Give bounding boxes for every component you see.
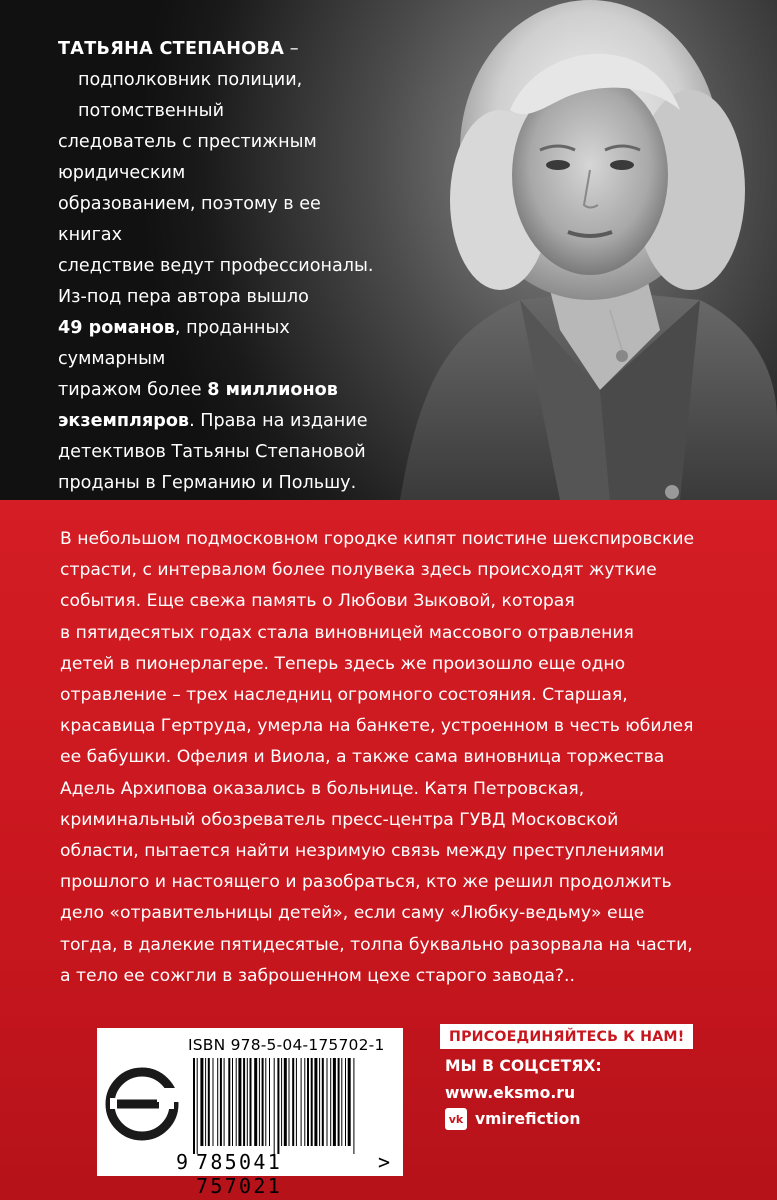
barcode-bar: [311, 1058, 313, 1146]
barcode-bar: [213, 1058, 214, 1146]
barcode-bar: [269, 1058, 270, 1146]
barcode-bar: [353, 1058, 354, 1154]
blurb-line: в пятидесятых годах стала виновницей массового отравления: [60, 622, 634, 643]
bio-line: проданы в Германию и Польшу.: [58, 473, 357, 493]
author-bio: [58, 34, 388, 500]
barcode-bar: [217, 1058, 218, 1146]
barcode-bar: [314, 1058, 317, 1146]
barcode-bar: [247, 1058, 248, 1146]
barcode-bar: [304, 1058, 305, 1146]
barcode-bar: [322, 1058, 324, 1146]
barcode-first-digit: 9: [176, 1150, 191, 1174]
bio-line: , проданных суммарным: [58, 318, 290, 369]
barcode-bar: [200, 1058, 203, 1146]
blurb-line: красавица Гертруда, умерла на банкете, устроенном в честь юбилея: [60, 716, 694, 737]
barcode-bar: [284, 1058, 287, 1146]
barcode-bar: [193, 1058, 195, 1154]
blurb-line: области, пытается найти незримую связь между преступлениями: [60, 841, 665, 862]
barcode-bar: [296, 1058, 297, 1146]
barcode-bar: [292, 1058, 294, 1146]
barcode-bar: [319, 1058, 320, 1146]
barcode-bar: [208, 1058, 210, 1146]
barcode-bar: [228, 1058, 230, 1146]
barcode-bar: [220, 1058, 222, 1146]
bio-line: детективов Татьяны Степановой: [58, 442, 366, 462]
barcode-bar: [262, 1058, 264, 1146]
barcode-bar: [238, 1058, 241, 1146]
blurb-line: ее бабушки. Офелия и Виола, а также сама виновница торжества: [60, 747, 665, 768]
barcode-bar: [341, 1058, 342, 1146]
eksmo-logo-icon: [110, 1072, 179, 1136]
barcode-bar: [259, 1058, 260, 1146]
barcode-bar: [307, 1058, 309, 1146]
barcode-digit-groups: 785041 757021: [196, 1150, 283, 1198]
copies-count: 8 миллионов: [207, 380, 338, 400]
bio-line: Из-под пера автора вышло: [58, 287, 309, 307]
blurb-line: детей в пионерлагере. Теперь здесь же произошло еще одно: [60, 653, 626, 674]
blurb-line: криминальный обозреватель пресс-центра ГУВД Московской: [60, 809, 619, 830]
bio-line: образованием, поэтому в ее книгах: [58, 194, 321, 245]
bio-line: следователь с престижным юридическим: [58, 132, 317, 183]
barcode-box: [97, 1028, 403, 1198]
barcode-bar: [243, 1058, 245, 1146]
blurb-line: тогда, в далекие пятидесятые, толпа буквально разорвала на части,: [60, 934, 693, 955]
bio-dash: –: [284, 39, 299, 59]
vk-handle: vmirefiction: [475, 1110, 581, 1128]
blurb-line: прошлого и настоящего и разобраться, кто же решил продолжить: [60, 872, 672, 893]
barcode-bar: [277, 1058, 279, 1154]
barcode-bar: [281, 1058, 282, 1146]
barcode-bar: [333, 1058, 336, 1146]
barcode-bar: [205, 1058, 206, 1146]
blurb-line: события. Еще свежа память о Любови Зыковой, которая: [60, 591, 575, 612]
publisher-site[interactable]: www.eksmo.ru: [445, 1084, 576, 1102]
barcode-bar: [327, 1058, 328, 1146]
bio-line: . Права на издание: [189, 411, 368, 431]
barcode-bar: [301, 1058, 302, 1146]
bio-line: подполковник полиции, потомственный: [78, 70, 303, 121]
novels-count: 49 романов: [58, 318, 175, 338]
blurb-line: а тело ее сожгли в заброшенном цехе старого завода?..: [60, 965, 575, 986]
vk-link[interactable]: [445, 1108, 720, 1130]
barcode-bar: [348, 1058, 351, 1146]
blurb-line: отравление – трех наследниц огромного состояния. Старшая,: [60, 685, 628, 706]
barcode-bar: [338, 1058, 340, 1146]
barcode-bar: [265, 1058, 266, 1146]
copies-word: экземпляров: [58, 411, 190, 431]
barcode-bar: [289, 1058, 290, 1146]
barcode-bar: [274, 1058, 275, 1154]
social-block: [440, 1024, 720, 1130]
barcode-bar: [250, 1058, 252, 1146]
barcode-bar: [197, 1058, 198, 1154]
barcode-bar: [330, 1058, 331, 1146]
barcode-bar: [345, 1058, 346, 1146]
author-name: ТАТЬЯНА СТЕПАНОВА: [58, 39, 285, 59]
blurb-line: дело «отравительницы детей», если саму «Любку-ведьму» еще: [60, 903, 645, 924]
blurb-line: В небольшом подмосковном городке кипят поистине шекспировские: [60, 529, 695, 549]
social-networks-label: МЫ В СОЦСЕТЯХ:: [445, 1057, 602, 1075]
vk-icon: vk: [445, 1108, 467, 1130]
book-blurb: [60, 524, 720, 992]
blurb-line: Адель Архипова оказались в больнице. Катя Петровская,: [60, 778, 585, 799]
barcode-bar: [254, 1058, 257, 1146]
join-badge: ПРИСОЕДИНЯЙТЕСЬ К НАМ!: [440, 1024, 693, 1049]
barcode-arrow: >: [378, 1150, 393, 1174]
barcode-bar: [236, 1058, 237, 1146]
barcode-bar: [224, 1058, 225, 1146]
author-panel: [0, 0, 777, 500]
blurb-line: страсти, с интервалом более полувека здесь происходят жуткие: [60, 560, 657, 581]
isbn-text: ISBN 978-5-04-175702-1: [188, 1036, 385, 1054]
bio-line: тиражом более: [58, 380, 208, 400]
bio-line: следствие ведут профессионалы.: [58, 256, 374, 276]
barcode-bar: [232, 1058, 233, 1146]
